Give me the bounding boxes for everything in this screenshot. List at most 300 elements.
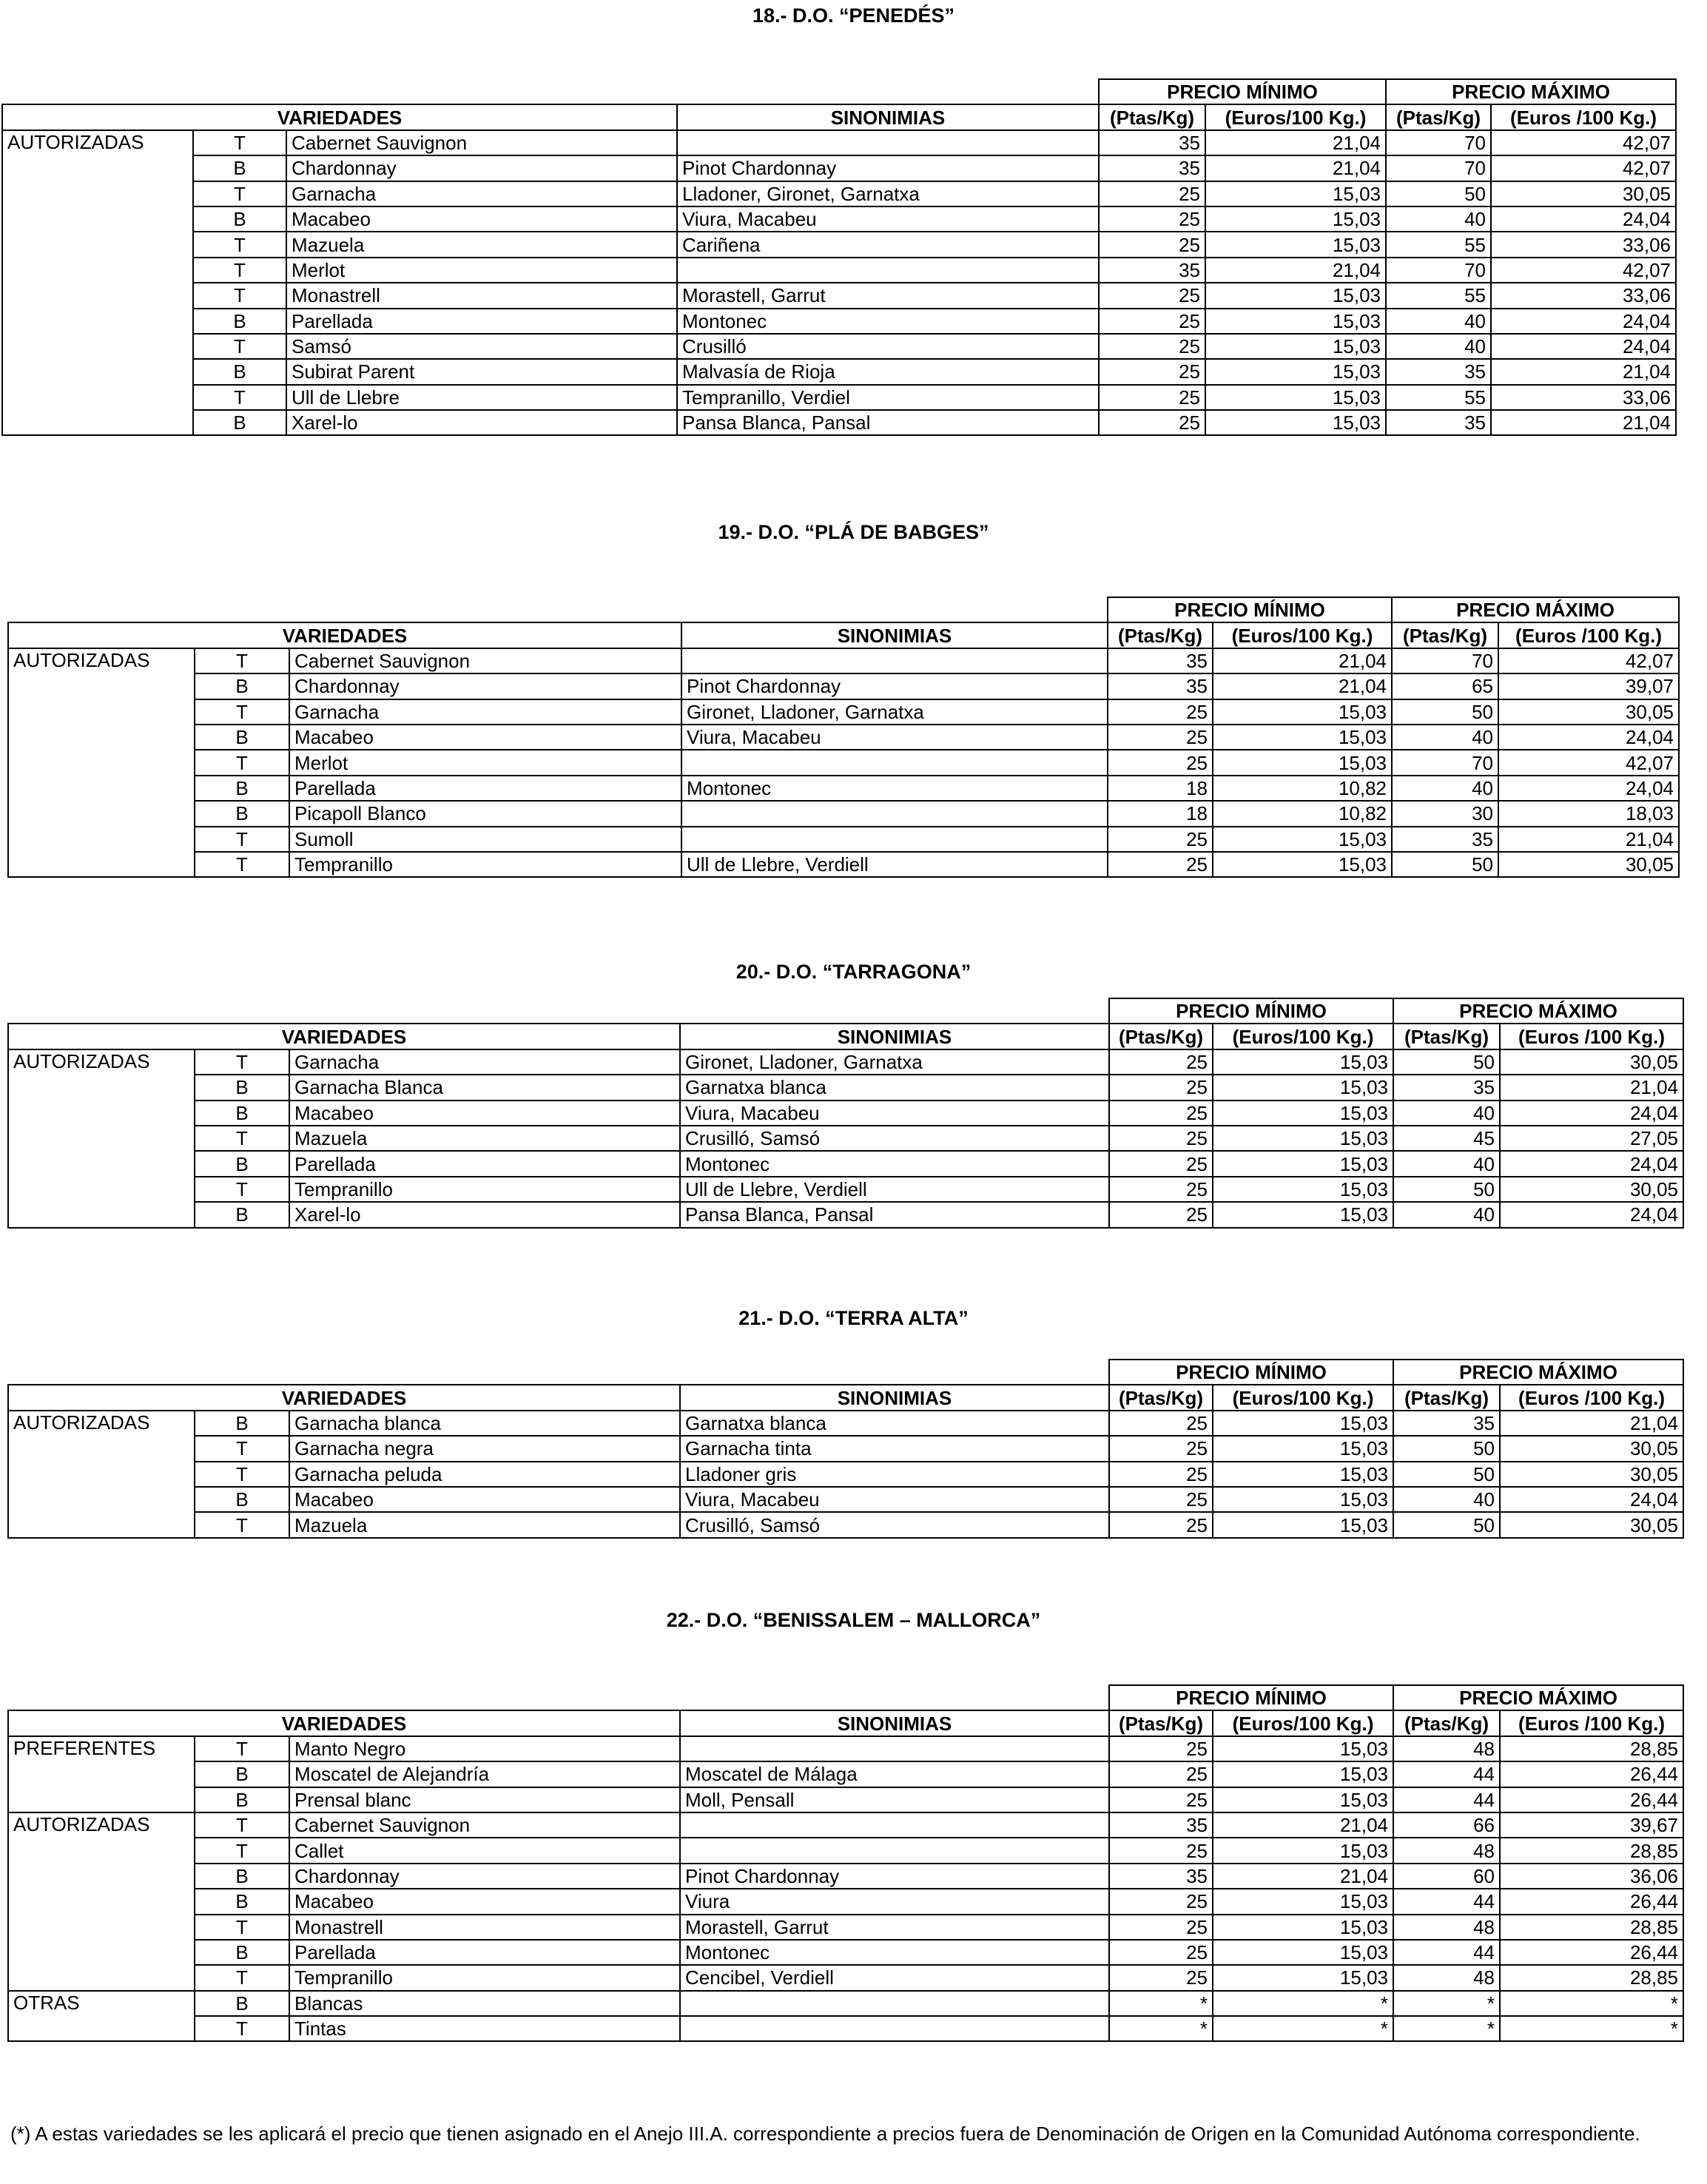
color-code: T <box>195 750 289 775</box>
header-euros-max: (Euros /100 Kg.) <box>1491 104 1676 130</box>
section-title: 20.- D.O. “TARRAGONA” <box>735 961 972 983</box>
price-min-ptas: 35 <box>1108 648 1213 673</box>
table-row <box>8 852 1679 877</box>
price-max-euros: 30,05 <box>1500 1462 1683 1487</box>
price-table <box>7 998 1684 1229</box>
color-code: T <box>195 1915 289 1940</box>
synonyms: Morastell, Garrut <box>677 283 1099 308</box>
synonyms: Montonec <box>681 776 1108 801</box>
synonyms: Garnatxa blanca <box>680 1411 1109 1436</box>
price-max-ptas: 55 <box>1386 385 1491 410</box>
color-code: T <box>193 283 286 308</box>
price-min-ptas: 35 <box>1109 1864 1213 1889</box>
price-max-euros: 24,04 <box>1498 725 1679 750</box>
color-code: T <box>193 258 286 283</box>
table-row <box>8 1177 1683 1202</box>
variety-name: Merlot <box>289 750 681 775</box>
header-ptas-max: (Ptas/Kg) <box>1393 1385 1500 1410</box>
price-max-euros: 30,05 <box>1498 699 1679 725</box>
header-row-columns <box>8 622 1679 648</box>
color-code: B <box>195 801 289 826</box>
synonyms: Crusilló, Samsó <box>680 1126 1109 1151</box>
header-euros-min: (Euros/100 Kg.) <box>1213 622 1392 648</box>
color-code: T <box>195 1049 289 1075</box>
price-min-euros: 15,03 <box>1213 1487 1393 1512</box>
table-row <box>2 232 1676 257</box>
variety-name: Manto Negro <box>289 1736 680 1761</box>
synonyms: Cencibel, Verdiell <box>680 1965 1109 1990</box>
price-min-ptas: 25 <box>1109 1736 1213 1761</box>
header-euros-min: (Euros/100 Kg.) <box>1205 104 1386 130</box>
synonyms: Pinot Chardonnay <box>677 155 1099 181</box>
variety-name: Macabeo <box>289 1889 680 1914</box>
price-min-euros: 15,03 <box>1213 1075 1393 1100</box>
price-max-ptas: 35 <box>1392 827 1498 852</box>
price-max-euros: 30,05 <box>1491 181 1676 206</box>
header-euros-max: (Euros /100 Kg.) <box>1500 1024 1683 1049</box>
price-max-ptas: 44 <box>1393 1940 1500 1965</box>
price-max-euros: 30,05 <box>1500 1436 1683 1461</box>
price-max-ptas: 50 <box>1386 181 1491 206</box>
color-code: B <box>195 1761 289 1787</box>
price-min-ptas: 25 <box>1109 1965 1213 1990</box>
variety-name: Mazuela <box>286 232 677 257</box>
synonyms: Pinot Chardonnay <box>681 673 1108 699</box>
price-max-ptas: 50 <box>1392 852 1498 877</box>
color-code: T <box>193 385 286 410</box>
price-max-ptas: 70 <box>1386 130 1491 155</box>
footnote: (*) A estas variedades se les aplicará el precio que tienen asignado en el Anejo III.A. correspondiente a precios fuera de Denominación de Origen en la Comunidad Autónoma correspondiente. <box>10 2123 1640 2145</box>
price-max-ptas: 40 <box>1393 1202 1500 1227</box>
color-code: T <box>193 181 286 206</box>
color-code: B <box>193 155 286 181</box>
price-min-euros: 21,04 <box>1213 648 1392 673</box>
color-code: T <box>195 827 289 852</box>
header-ptas-min: (Ptas/Kg) <box>1109 1385 1213 1410</box>
table-row <box>2 130 1676 155</box>
color-code: T <box>195 1736 289 1761</box>
price-min-ptas: 25 <box>1109 1049 1213 1075</box>
price-min-ptas: 35 <box>1099 155 1205 181</box>
price-max-euros: 42,07 <box>1491 130 1676 155</box>
price-table <box>7 597 1680 878</box>
synonyms: Ull de Llebre, Verdiell <box>681 852 1108 877</box>
variety-name: Cabernet Sauvignon <box>286 130 677 155</box>
variety-name: Moscatel de Alejandría <box>289 1761 680 1787</box>
synonyms <box>680 1736 1109 1761</box>
price-max-ptas: 70 <box>1386 155 1491 181</box>
price-min-ptas: 25 <box>1109 1126 1213 1151</box>
price-min-ptas: 25 <box>1099 309 1205 334</box>
price-min-euros: 21,04 <box>1213 1864 1393 1889</box>
price-max-ptas: 55 <box>1386 232 1491 257</box>
variety-name: Monastrell <box>286 283 677 308</box>
price-max-ptas: 50 <box>1393 1436 1500 1461</box>
table-row <box>8 1202 1683 1227</box>
price-max-euros: 33,06 <box>1491 283 1676 308</box>
table-row <box>8 1075 1683 1100</box>
variety-name: Macabeo <box>289 1101 680 1126</box>
price-min-euros: 15,03 <box>1213 750 1392 775</box>
price-min-euros: 15,03 <box>1213 1736 1393 1761</box>
header-variedades: VARIEDADES <box>8 1710 680 1736</box>
variety-name: Picapoll Blanco <box>289 801 681 826</box>
price-min-euros: 15,03 <box>1213 1761 1393 1787</box>
price-min-euros: * <box>1213 2016 1393 2041</box>
synonyms: Garnacha tinta <box>680 1436 1109 1461</box>
price-max-euros: 24,04 <box>1500 1202 1683 1227</box>
table-row <box>2 155 1676 181</box>
price-max-ptas: 48 <box>1393 1965 1500 1990</box>
price-max-ptas: 50 <box>1393 1512 1500 1537</box>
price-min-ptas: 35 <box>1108 673 1213 699</box>
price-min-euros: 15,03 <box>1213 1177 1393 1202</box>
synonyms: Montonec <box>677 309 1099 334</box>
price-min-euros: 15,03 <box>1213 827 1392 852</box>
price-max-euros: 24,04 <box>1491 334 1676 359</box>
price-min-ptas: 25 <box>1109 1838 1213 1863</box>
synonyms: Viura, Macabeu <box>680 1101 1109 1126</box>
price-max-euros: 26,44 <box>1500 1940 1683 1965</box>
synonyms: Viura <box>680 1889 1109 1914</box>
header-euros-min: (Euros/100 Kg.) <box>1213 1385 1393 1410</box>
variety-name: Tempranillo <box>289 852 681 877</box>
price-max-euros: 42,07 <box>1498 648 1679 673</box>
table-row <box>8 827 1679 852</box>
price-max-ptas: * <box>1393 2016 1500 2041</box>
price-max-euros: 21,04 <box>1491 410 1676 435</box>
header-blank <box>8 597 1108 622</box>
synonyms: Pansa Blanca, Pansal <box>680 1202 1109 1227</box>
price-max-euros: 33,06 <box>1491 385 1676 410</box>
price-max-ptas: 50 <box>1393 1462 1500 1487</box>
group-label: AUTORIZADAS <box>8 1812 195 1991</box>
table-row <box>8 1101 1683 1126</box>
section-title: 22.- D.O. “BENISSALEM – MALLORCA” <box>666 1609 1041 1631</box>
price-min-ptas: 25 <box>1109 1512 1213 1537</box>
header-ptas-min: (Ptas/Kg) <box>1109 1710 1213 1736</box>
price-max-ptas: 35 <box>1386 359 1491 384</box>
price-max-euros: 30,05 <box>1500 1177 1683 1202</box>
section-title: 21.- D.O. “TERRA ALTA” <box>738 1307 969 1329</box>
price-max-ptas: 44 <box>1393 1787 1500 1812</box>
color-code: B <box>195 1075 289 1100</box>
price-min-ptas: * <box>1109 2016 1213 2041</box>
price-min-ptas: 25 <box>1109 1915 1213 1940</box>
table-row <box>2 181 1676 206</box>
price-min-euros: 15,03 <box>1205 232 1386 257</box>
header-sinonimias: SINONIMIAS <box>680 1710 1109 1736</box>
header-euros-min: (Euros/100 Kg.) <box>1213 1024 1393 1049</box>
price-max-euros: 30,05 <box>1500 1049 1683 1075</box>
price-min-euros: 15,03 <box>1213 1462 1393 1487</box>
header-euros-max: (Euros /100 Kg.) <box>1498 622 1679 648</box>
synonyms: Lladoner gris <box>680 1462 1109 1487</box>
price-min-ptas: * <box>1109 1991 1213 2016</box>
price-min-ptas: 25 <box>1108 725 1213 750</box>
price-max-euros: 24,04 <box>1500 1151 1683 1176</box>
table-row <box>8 801 1679 826</box>
header-ptas-max: (Ptas/Kg) <box>1392 622 1498 648</box>
price-min-ptas: 25 <box>1109 1462 1213 1487</box>
group-label: AUTORIZADAS <box>8 1049 195 1228</box>
price-min-ptas: 25 <box>1109 1889 1213 1914</box>
price-min-euros: 15,03 <box>1213 1101 1393 1126</box>
price-min-euros: 15,03 <box>1205 334 1386 359</box>
color-code: T <box>195 2016 289 2041</box>
price-min-ptas: 25 <box>1099 206 1205 232</box>
price-min-euros: 15,03 <box>1205 206 1386 232</box>
price-max-euros: 28,85 <box>1500 1915 1683 1940</box>
price-min-euros: 21,04 <box>1213 673 1392 699</box>
color-code: B <box>195 776 289 801</box>
color-code: T <box>195 1812 289 1838</box>
variety-name: Macabeo <box>289 1487 680 1512</box>
table-row <box>2 334 1676 359</box>
synonyms <box>677 258 1099 283</box>
group-label: OTRAS <box>8 1991 195 2042</box>
header-precio-minimo: PRECIO MÍNIMO <box>1099 79 1386 104</box>
color-code: B <box>195 725 289 750</box>
price-min-ptas: 25 <box>1099 359 1205 384</box>
price-max-ptas: 48 <box>1393 1736 1500 1761</box>
price-min-ptas: 25 <box>1099 410 1205 435</box>
synonyms <box>680 2016 1109 2041</box>
price-min-ptas: 25 <box>1109 1151 1213 1176</box>
price-max-ptas: 70 <box>1386 258 1491 283</box>
variety-name: Tempranillo <box>289 1965 680 1990</box>
color-code: T <box>195 1177 289 1202</box>
variety-name: Cabernet Sauvignon <box>289 648 681 673</box>
table-row <box>8 1761 1683 1787</box>
price-max-euros: 42,07 <box>1491 155 1676 181</box>
synonyms: Crusilló <box>677 334 1099 359</box>
synonyms: Viura, Macabeu <box>677 206 1099 232</box>
table-row <box>8 1462 1683 1487</box>
color-code: B <box>193 410 286 435</box>
price-min-euros: 10,82 <box>1213 801 1392 826</box>
price-max-euros: 30,05 <box>1500 1512 1683 1537</box>
price-min-ptas: 25 <box>1109 1177 1213 1202</box>
price-table <box>1 78 1677 436</box>
price-min-ptas: 35 <box>1109 1812 1213 1838</box>
price-min-ptas: 18 <box>1108 801 1213 826</box>
price-max-ptas: 40 <box>1392 776 1498 801</box>
price-min-euros: 15,03 <box>1205 410 1386 435</box>
header-ptas-max: (Ptas/Kg) <box>1386 104 1491 130</box>
header-precio-minimo: PRECIO MÍNIMO <box>1109 998 1393 1024</box>
header-precio-minimo: PRECIO MÍNIMO <box>1108 597 1392 622</box>
variety-name: Garnacha <box>286 181 677 206</box>
variety-name: Garnacha <box>289 1049 680 1075</box>
price-max-euros: 36,06 <box>1500 1864 1683 1889</box>
color-code: T <box>195 1126 289 1151</box>
price-max-ptas: 65 <box>1392 673 1498 699</box>
table-row <box>8 1915 1683 1940</box>
price-max-euros: 28,85 <box>1500 1736 1683 1761</box>
price-min-euros: 15,03 <box>1205 181 1386 206</box>
price-min-ptas: 25 <box>1109 1202 1213 1227</box>
header-blank <box>8 1685 1109 1710</box>
price-min-euros: 15,03 <box>1213 1512 1393 1537</box>
table-row <box>2 410 1676 435</box>
price-min-euros: 15,03 <box>1213 1915 1393 1940</box>
table-row <box>8 1411 1683 1436</box>
variety-name: Xarel-lo <box>289 1202 680 1227</box>
group-label: AUTORIZADAS <box>8 1411 195 1538</box>
variety-name: Garnacha peluda <box>289 1462 680 1487</box>
price-min-ptas: 25 <box>1109 1787 1213 1812</box>
header-row-columns <box>2 104 1676 130</box>
synonyms <box>680 1812 1109 1838</box>
price-max-euros: * <box>1500 1991 1683 2016</box>
header-precio-maximo: PRECIO MÁXIMO <box>1392 597 1679 622</box>
price-min-euros: 15,03 <box>1213 699 1392 725</box>
variety-name: Xarel-lo <box>286 410 677 435</box>
table-row <box>8 1736 1683 1761</box>
variety-name: Macabeo <box>289 725 681 750</box>
group-label: AUTORIZADAS <box>8 648 195 878</box>
price-max-ptas: 35 <box>1393 1411 1500 1436</box>
table-row <box>8 1864 1683 1889</box>
header-ptas-max: (Ptas/Kg) <box>1393 1024 1500 1049</box>
table-row <box>8 1436 1683 1461</box>
header-sinonimias: SINONIMIAS <box>680 1385 1109 1410</box>
table-row <box>8 648 1679 673</box>
price-min-ptas: 25 <box>1099 334 1205 359</box>
price-min-euros: 15,03 <box>1213 1126 1393 1151</box>
header-blank <box>2 79 1099 104</box>
variety-name: Cabernet Sauvignon <box>289 1812 680 1838</box>
synonyms: Malvasía de Rioja <box>677 359 1099 384</box>
price-min-euros: 15,03 <box>1213 1411 1393 1436</box>
variety-name: Tintas <box>289 2016 680 2041</box>
price-table <box>7 1684 1684 2042</box>
header-ptas-max: (Ptas/Kg) <box>1393 1710 1500 1736</box>
price-min-euros: 15,03 <box>1213 1787 1393 1812</box>
section-title: 18.- D.O. “PENEDÉS” <box>752 4 955 27</box>
price-min-euros: 21,04 <box>1205 258 1386 283</box>
synonyms <box>681 827 1108 852</box>
header-variedades: VARIEDADES <box>2 104 677 130</box>
table-row <box>8 699 1679 725</box>
synonyms: Moll, Pensall <box>680 1787 1109 1812</box>
price-min-euros: 15,03 <box>1205 359 1386 384</box>
table-row <box>8 725 1679 750</box>
price-min-euros: 21,04 <box>1205 155 1386 181</box>
header-ptas-min: (Ptas/Kg) <box>1109 1024 1213 1049</box>
price-max-euros: 21,04 <box>1500 1411 1683 1436</box>
header-variedades: VARIEDADES <box>8 1385 680 1410</box>
price-min-euros: * <box>1213 1991 1393 2016</box>
price-max-euros: 42,07 <box>1491 258 1676 283</box>
variety-name: Ull de Llebre <box>286 385 677 410</box>
table-row <box>8 1965 1683 1990</box>
variety-name: Parellada <box>289 776 681 801</box>
variety-name: Tempranillo <box>289 1177 680 1202</box>
table-row <box>8 750 1679 775</box>
price-max-ptas: 40 <box>1386 206 1491 232</box>
color-code: B <box>195 1940 289 1965</box>
price-max-euros: 21,04 <box>1498 827 1679 852</box>
table-row <box>8 1838 1683 1863</box>
table-row <box>8 1991 1683 2016</box>
price-min-ptas: 25 <box>1109 1940 1213 1965</box>
table-row <box>8 673 1679 699</box>
section-title: 19.- D.O. “PLÁ DE BABGES” <box>718 521 989 543</box>
header-precio-minimo: PRECIO MÍNIMO <box>1109 1685 1393 1710</box>
header-euros-max: (Euros /100 Kg.) <box>1500 1385 1683 1410</box>
price-max-euros: 28,85 <box>1500 1838 1683 1863</box>
header-precio-maximo: PRECIO MÁXIMO <box>1386 79 1676 104</box>
price-max-euros: 39,07 <box>1498 673 1679 699</box>
variety-name: Chardonnay <box>286 155 677 181</box>
price-min-euros: 15,03 <box>1205 385 1386 410</box>
color-code: T <box>195 1838 289 1863</box>
price-min-euros: 15,03 <box>1213 1889 1393 1914</box>
price-max-ptas: 70 <box>1392 648 1498 673</box>
price-max-ptas: 70 <box>1392 750 1498 775</box>
synonyms: Tempranillo, Verdiel <box>677 385 1099 410</box>
price-min-ptas: 35 <box>1099 258 1205 283</box>
price-min-ptas: 25 <box>1109 1075 1213 1100</box>
synonyms: Pansa Blanca, Pansal <box>677 410 1099 435</box>
header-row-price-groups <box>2 79 1676 104</box>
synonyms: Ull de Llebre, Verdiell <box>680 1177 1109 1202</box>
synonyms: Viura, Macabeu <box>680 1487 1109 1512</box>
color-code: B <box>195 1101 289 1126</box>
header-row-price-groups <box>8 1360 1683 1385</box>
color-code: B <box>193 206 286 232</box>
synonyms: Montonec <box>680 1940 1109 1965</box>
synonyms: Pinot Chardonnay <box>680 1864 1109 1889</box>
price-max-ptas: 44 <box>1393 1889 1500 1914</box>
table-row <box>2 206 1676 232</box>
variety-name: Prensal blanc <box>289 1787 680 1812</box>
synonyms: Morastell, Garrut <box>680 1915 1109 1940</box>
variety-name: Samsó <box>286 334 677 359</box>
price-min-ptas: 25 <box>1109 1411 1213 1436</box>
table-row <box>2 258 1676 283</box>
color-code: T <box>195 1436 289 1461</box>
synonyms: Lladoner, Gironet, Garnatxa <box>677 181 1099 206</box>
table-row <box>8 776 1679 801</box>
color-code: B <box>195 1202 289 1227</box>
price-max-ptas: 35 <box>1393 1075 1500 1100</box>
variety-name: Chardonnay <box>289 673 681 699</box>
price-max-euros: 26,44 <box>1500 1889 1683 1914</box>
variety-name: Macabeo <box>286 206 677 232</box>
variety-name: Callet <box>289 1838 680 1863</box>
price-max-euros: 28,85 <box>1500 1965 1683 1990</box>
synonyms: Cariñena <box>677 232 1099 257</box>
color-code: B <box>193 309 286 334</box>
variety-name: Parellada <box>289 1151 680 1176</box>
table-row <box>8 1940 1683 1965</box>
price-min-euros: 21,04 <box>1205 130 1386 155</box>
price-min-ptas: 25 <box>1099 385 1205 410</box>
price-max-euros: 27,05 <box>1500 1126 1683 1151</box>
header-precio-minimo: PRECIO MÍNIMO <box>1109 1360 1393 1385</box>
price-max-ptas: 40 <box>1393 1101 1500 1126</box>
price-min-euros: 15,03 <box>1213 1049 1393 1075</box>
color-code: B <box>195 1487 289 1512</box>
synonyms <box>681 648 1108 673</box>
header-variedades: VARIEDADES <box>8 622 681 648</box>
price-min-ptas: 25 <box>1109 1487 1213 1512</box>
price-max-euros: 39,67 <box>1500 1812 1683 1838</box>
header-blank <box>8 998 1109 1024</box>
